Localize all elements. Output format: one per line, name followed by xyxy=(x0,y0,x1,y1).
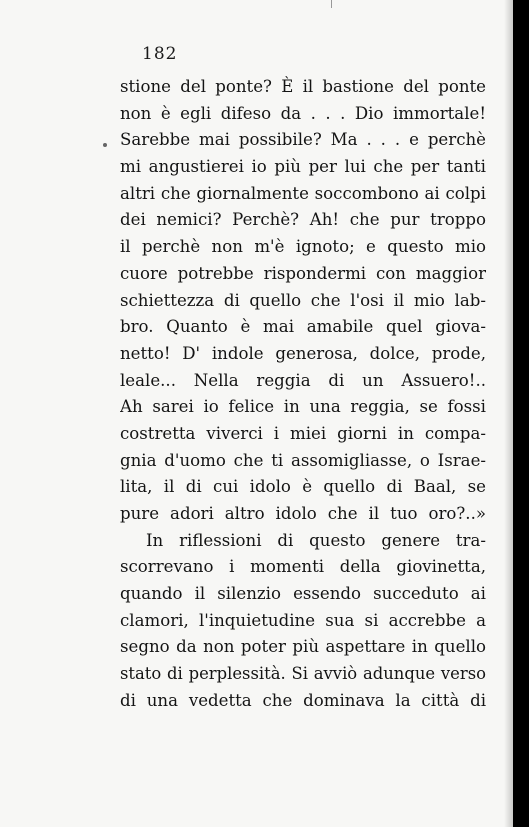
text-line: segno da non poter più aspettare in quello xyxy=(120,637,486,657)
text-line: costretta viverci i miei giorni in compa- xyxy=(120,423,486,443)
text-line: altri che giornalmente soccombono ai colpi xyxy=(120,183,486,203)
text-line: pure adori altro idolo che il tuo oro?..» xyxy=(120,504,486,523)
text-line: schiettezza di quello che l'osi il mio lab- xyxy=(120,290,486,310)
text-line: bro. Quanto è mai amabile quel giova- xyxy=(120,317,486,337)
text-line: Ah sarei io felice in una reggia, se fossi xyxy=(120,397,486,417)
text-line: In riflessioni di questo genere tra- xyxy=(146,530,486,550)
page-edge-shadow xyxy=(504,0,513,827)
paper-mark xyxy=(331,0,332,8)
ink-smudge xyxy=(103,143,107,147)
text-line: scorrevano i momenti della giovinetta, xyxy=(120,557,486,577)
text-line: non è egli difeso da . . . Dio immortale! xyxy=(120,103,486,123)
text-line: lita, il di cui idolo è quello di Baal, se xyxy=(120,477,486,497)
text-line: Sarebbe mai possibile? Ma . . . e perchè xyxy=(120,130,486,150)
text-line: mi angustierei io più per lui che per tanti xyxy=(120,157,486,177)
text-line: stione del ponte? È il bastione del ponte xyxy=(120,77,486,96)
text-line: dei nemici? Perchè? Ah! che pur troppo xyxy=(120,210,486,230)
text-line: il perchè non m'è ignoto; e questo mio xyxy=(120,237,486,257)
page-number: 182 xyxy=(142,44,178,64)
text-line: gnia d'uomo che ti assomigliasse, o Israe- xyxy=(120,450,486,470)
text-line: netto! D' indole generosa, dolce, prode, xyxy=(120,343,486,363)
text-line: di una vedetta che dominava la città di xyxy=(120,690,486,710)
text-line: leale... Nella reggia di un Assuero!.. xyxy=(120,370,486,390)
body-text xyxy=(120,74,486,715)
text-line: stato di perplessità. Si avviò adunque verso xyxy=(120,664,486,684)
text-line: cuore potrebbe rispondermi con maggior xyxy=(120,263,486,283)
text-line: quando il silenzio essendo succeduto ai xyxy=(120,584,486,604)
text-line: clamori, l'inquietudine sua si accrebbe a xyxy=(120,610,486,630)
